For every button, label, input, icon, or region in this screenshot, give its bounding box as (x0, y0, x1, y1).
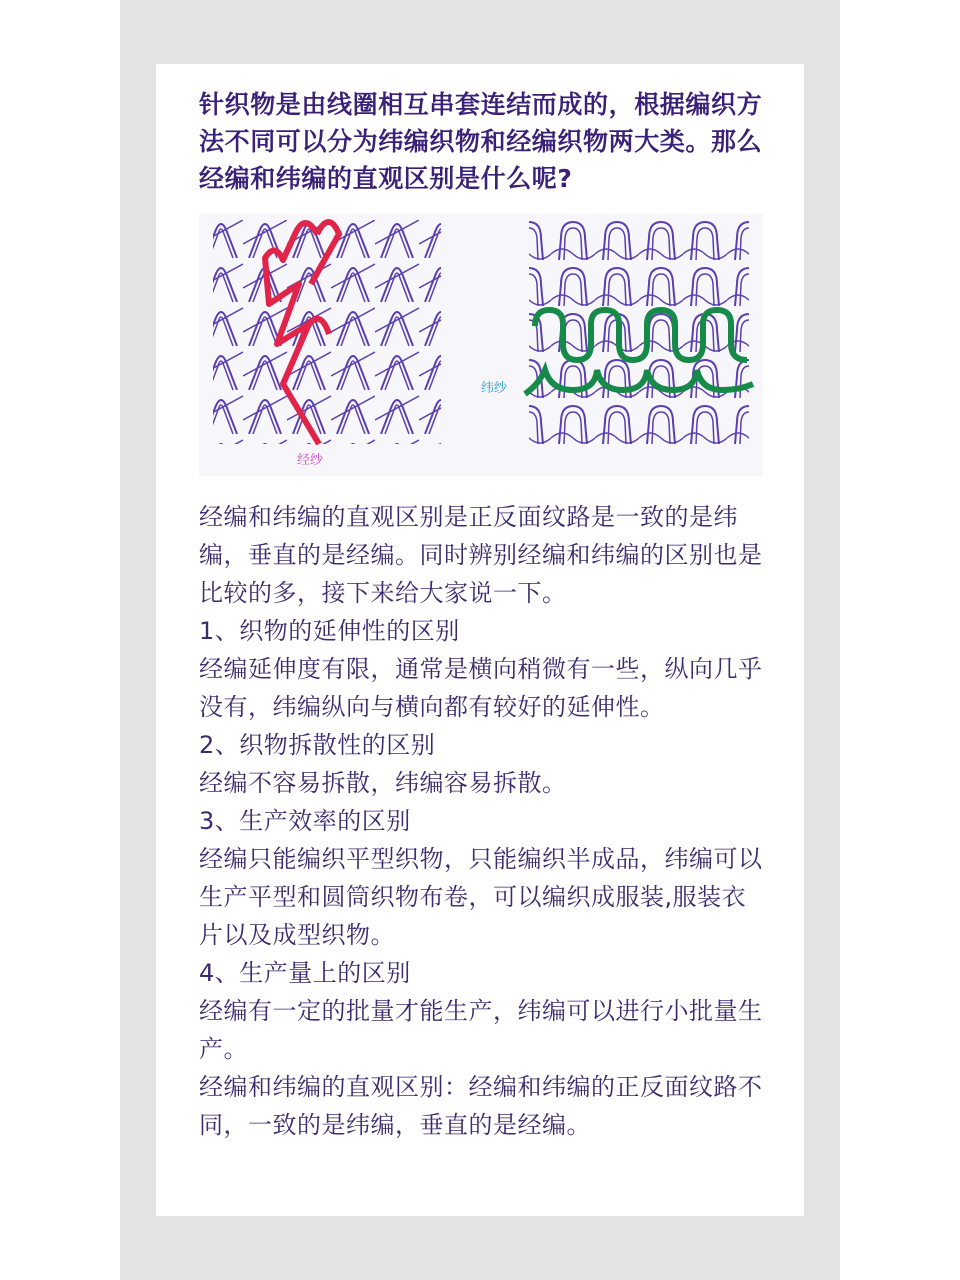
knit-structure-illustration (199, 214, 763, 476)
intro-paragraph: 经编和纬编的直观区别是正反面纹路是一致的是纬编，垂直的是经编。同时辨别经编和纬编的区别也是比较的多，接下来给大家说一下。 (199, 503, 763, 607)
weft-knit-fabric (481, 220, 753, 444)
warp-yarn-label: 经纱 (297, 453, 324, 468)
article-body (199, 498, 769, 1144)
warp-knit-fabric (213, 220, 441, 468)
knitting-diagram (199, 214, 763, 476)
paragraph-unraveling: 经编不容易拆散，纬编容易拆散。 (199, 769, 567, 797)
paragraph-efficiency: 经编只能编织平型织物，只能编织半成品，纬编可以生产平型和圆筒织物布卷，可以编织成服装,服装衣片以及成型织物。 (199, 845, 763, 949)
section-heading-efficiency: 3、生产效率的区别 (199, 807, 411, 835)
article-card (156, 64, 804, 1216)
weft-yarn-label: 纬纱 (481, 381, 508, 396)
section-heading-volume: 4、生产量上的区别 (199, 959, 411, 987)
section-heading-extensibility: 1、织物的延伸性的区别 (199, 617, 460, 645)
paragraph-volume: 经编有一定的批量才能生产，纬编可以进行小批量生产。 (199, 997, 763, 1063)
section-heading-unraveling: 2、织物拆散性的区别 (199, 731, 436, 759)
article-title: 针织物是由线圈相互串套连结而成的，根据编织方法不同可以分为纬编织物和经编织物两大类。那么经编和纬编的直观区别是什么呢? (199, 90, 763, 193)
conclusion-paragraph: 经编和纬编的直观区别：经编和纬编的正反面纹路不同，一致的是纬编，垂直的是经编。 (199, 1073, 763, 1139)
paragraph-extensibility: 经编延伸度有限，通常是横向稍微有一些，纵向几乎没有，纬编纵向与横向都有较好的延伸性。 (199, 655, 763, 721)
